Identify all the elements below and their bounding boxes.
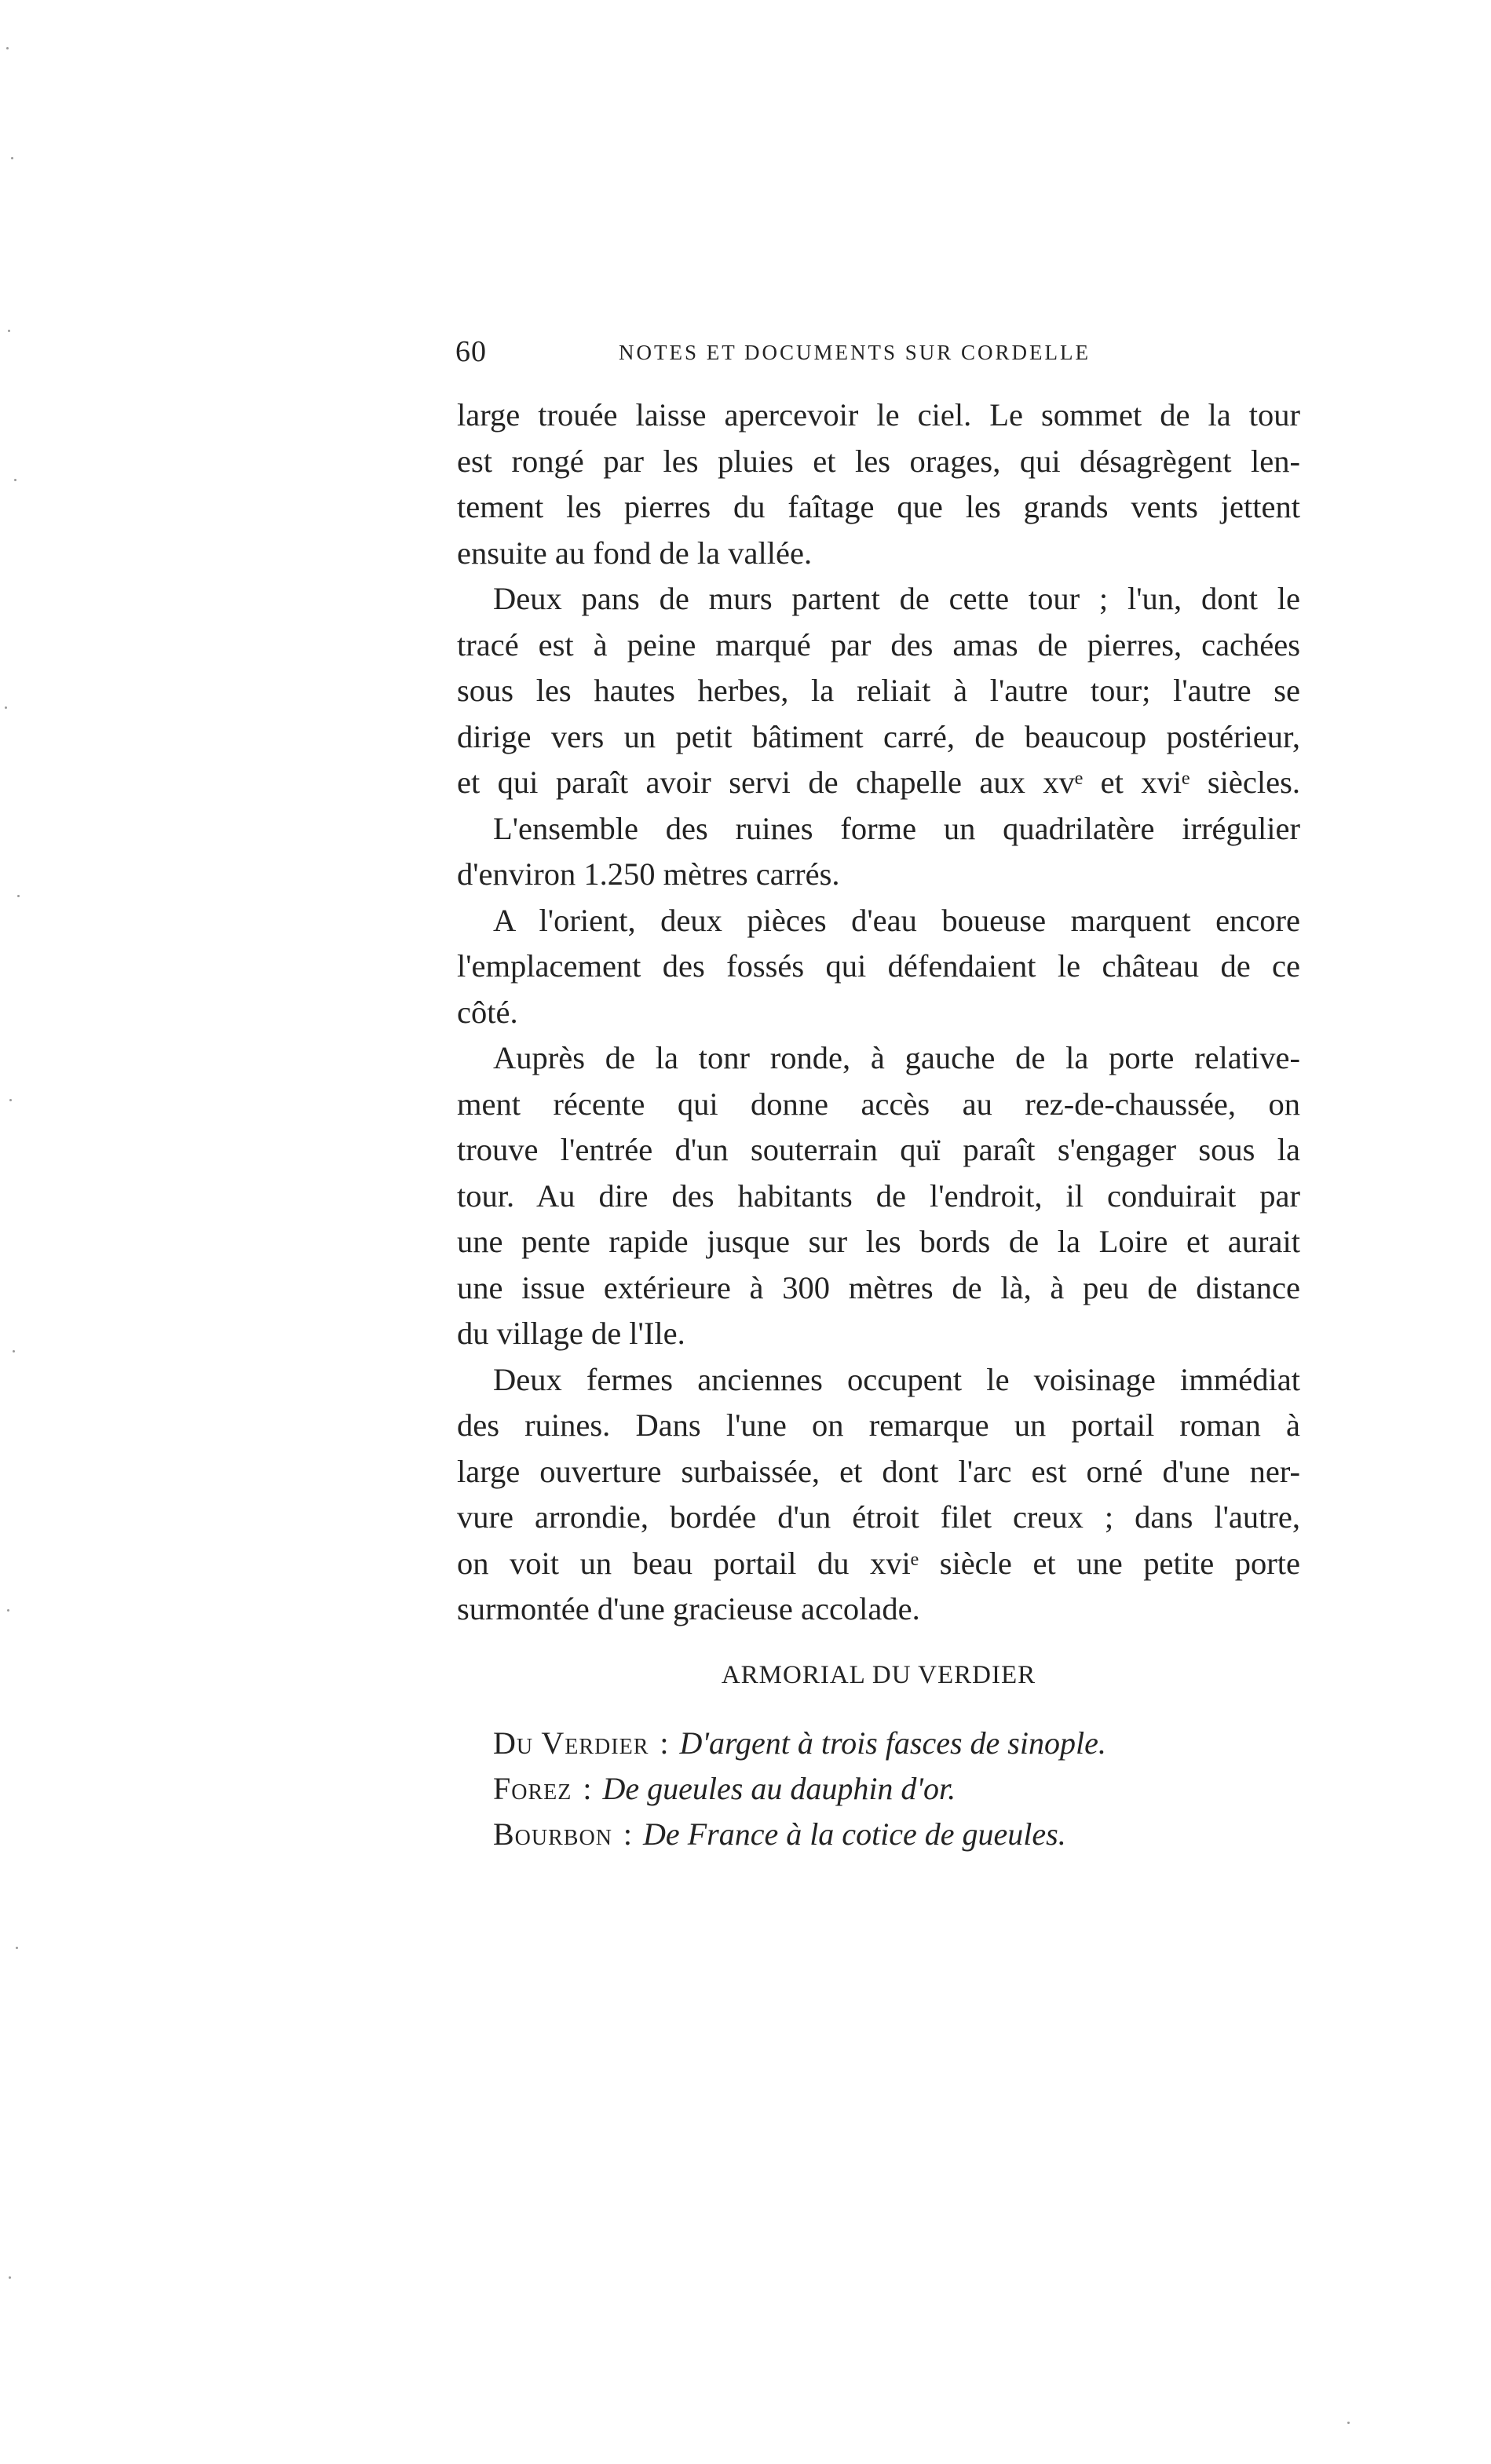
- scan-speck: [9, 2276, 11, 2279]
- scan-speck: [5, 706, 7, 709]
- page-header: [455, 334, 1146, 374]
- text-line: côté.: [457, 994, 518, 1030]
- text-line: tracé est à peine marqué par des amas de pierres, cachées: [457, 626, 1300, 663]
- text-line: une issue extérieure à 300 mètres de là, à peu de distance: [457, 1269, 1300, 1305]
- text-line: vure arrondie, bordée d'un étroit filet creux ; dans l'autre,: [457, 1499, 1300, 1535]
- text-line: on voit un beau portail du xviᵉ siècle et une petite porte: [457, 1545, 1300, 1581]
- text-line: A l'orient, deux pièces d'eau boueuse marquent encore: [493, 902, 1300, 938]
- text-line: trouve l'entrée d'un souterrain quï paraît s'engager sous la: [457, 1132, 1300, 1167]
- paragraph: [457, 1357, 1300, 1633]
- armorial-separator: :: [583, 1771, 592, 1806]
- text-line: surmontée d'une gracieuse accolade.: [457, 1591, 920, 1626]
- text-line: du village de l'Ile.: [457, 1316, 685, 1351]
- running-head: NOTES ET DOCUMENTS SUR CORDELLE: [619, 341, 1091, 364]
- text-line: des ruines. Dans l'une on remarque un portail roman à: [457, 1407, 1300, 1443]
- paragraph: [457, 576, 1300, 806]
- text-line: l'emplacement des fossés qui défendaient le château de ce: [457, 948, 1300, 984]
- text-line: sous les hautes herbes, la reliait à l'autre tour; l'autre se: [457, 673, 1300, 708]
- text-line: Auprès de la tonr ronde, à gauche de la porte relative-: [493, 1040, 1300, 1075]
- paragraph: [457, 806, 1300, 898]
- armorial-separator: :: [660, 1725, 669, 1761]
- armorial-title: ARMORIAL DU VERDIER: [721, 1661, 1036, 1689]
- armorial-blazon: D'argent à trois fasces de sinople.: [679, 1725, 1106, 1761]
- paragraph: [457, 392, 1300, 576]
- armorial-entry: [493, 1766, 1278, 1812]
- text-line: tour. Au dire des habitants de l'endroit, il conduirait par: [457, 1177, 1300, 1214]
- body-text: [457, 392, 1300, 1633]
- text-line: ensuite au fond de la vallée.: [457, 535, 813, 571]
- paragraph: [457, 898, 1300, 1036]
- armorial-name: Du Verdier: [493, 1725, 649, 1761]
- armorial-entry: [493, 1721, 1278, 1766]
- text-line: une pente rapide jusque sur les bords de la Loire et aurait: [457, 1224, 1300, 1259]
- armorial-list: [493, 1721, 1278, 1857]
- armorial-separator: :: [623, 1816, 633, 1852]
- text-line: est rongé par les pluies et les orages, qui désagrègent len-: [457, 443, 1300, 479]
- scan-speck: [7, 1609, 9, 1612]
- text-line: tement les pierres du faîtage que les grands vents jettent: [457, 489, 1300, 524]
- scan-speck: [1347, 2422, 1350, 2424]
- page-number: 60: [455, 335, 487, 368]
- scan-speck: [9, 1099, 12, 1101]
- armorial-blazon: De gueules au dauphin d'or.: [602, 1771, 956, 1806]
- text-line: Deux pans de murs partent de cette tour ; l'un, dont le: [493, 581, 1300, 616]
- text-line: dirige vers un petit bâtiment carré, de beaucoup postérieur,: [457, 718, 1300, 754]
- armorial-name: Forez: [493, 1771, 572, 1806]
- text-line: L'ensemble des ruines forme un quadrilatère irrégulier: [493, 810, 1300, 846]
- scan-speck: [17, 895, 20, 897]
- scan-speck: [8, 330, 10, 332]
- scan-speck: [13, 1350, 15, 1352]
- armorial-entry: [493, 1812, 1278, 1857]
- text-line: Deux fermes anciennes occupent le voisinage immédiat: [493, 1361, 1300, 1397]
- text-line: ment récente qui donne accès au rez-de-chaussée, on: [457, 1086, 1300, 1122]
- scan-speck: [16, 1947, 18, 1949]
- armorial-name: Bourbon: [493, 1816, 612, 1852]
- text-line: large ouverture surbaissée, et dont l'arc est orné d'une ner-: [457, 1453, 1300, 1489]
- text-line: large trouée laisse apercevoir le ciel. Le sommet de la tour: [457, 397, 1300, 433]
- text-line: et qui paraît avoir servi de chapelle aux xvᵉ et xviᵉ siècles.: [457, 765, 1300, 800]
- scan-speck: [11, 157, 13, 159]
- armorial-blazon: De France à la cotice de gueules.: [643, 1816, 1066, 1852]
- scan-speck: [14, 479, 16, 481]
- paragraph: [457, 1035, 1300, 1357]
- text-line: d'environ 1.250 mètres carrés.: [457, 856, 840, 892]
- scan-speck: [6, 47, 9, 49]
